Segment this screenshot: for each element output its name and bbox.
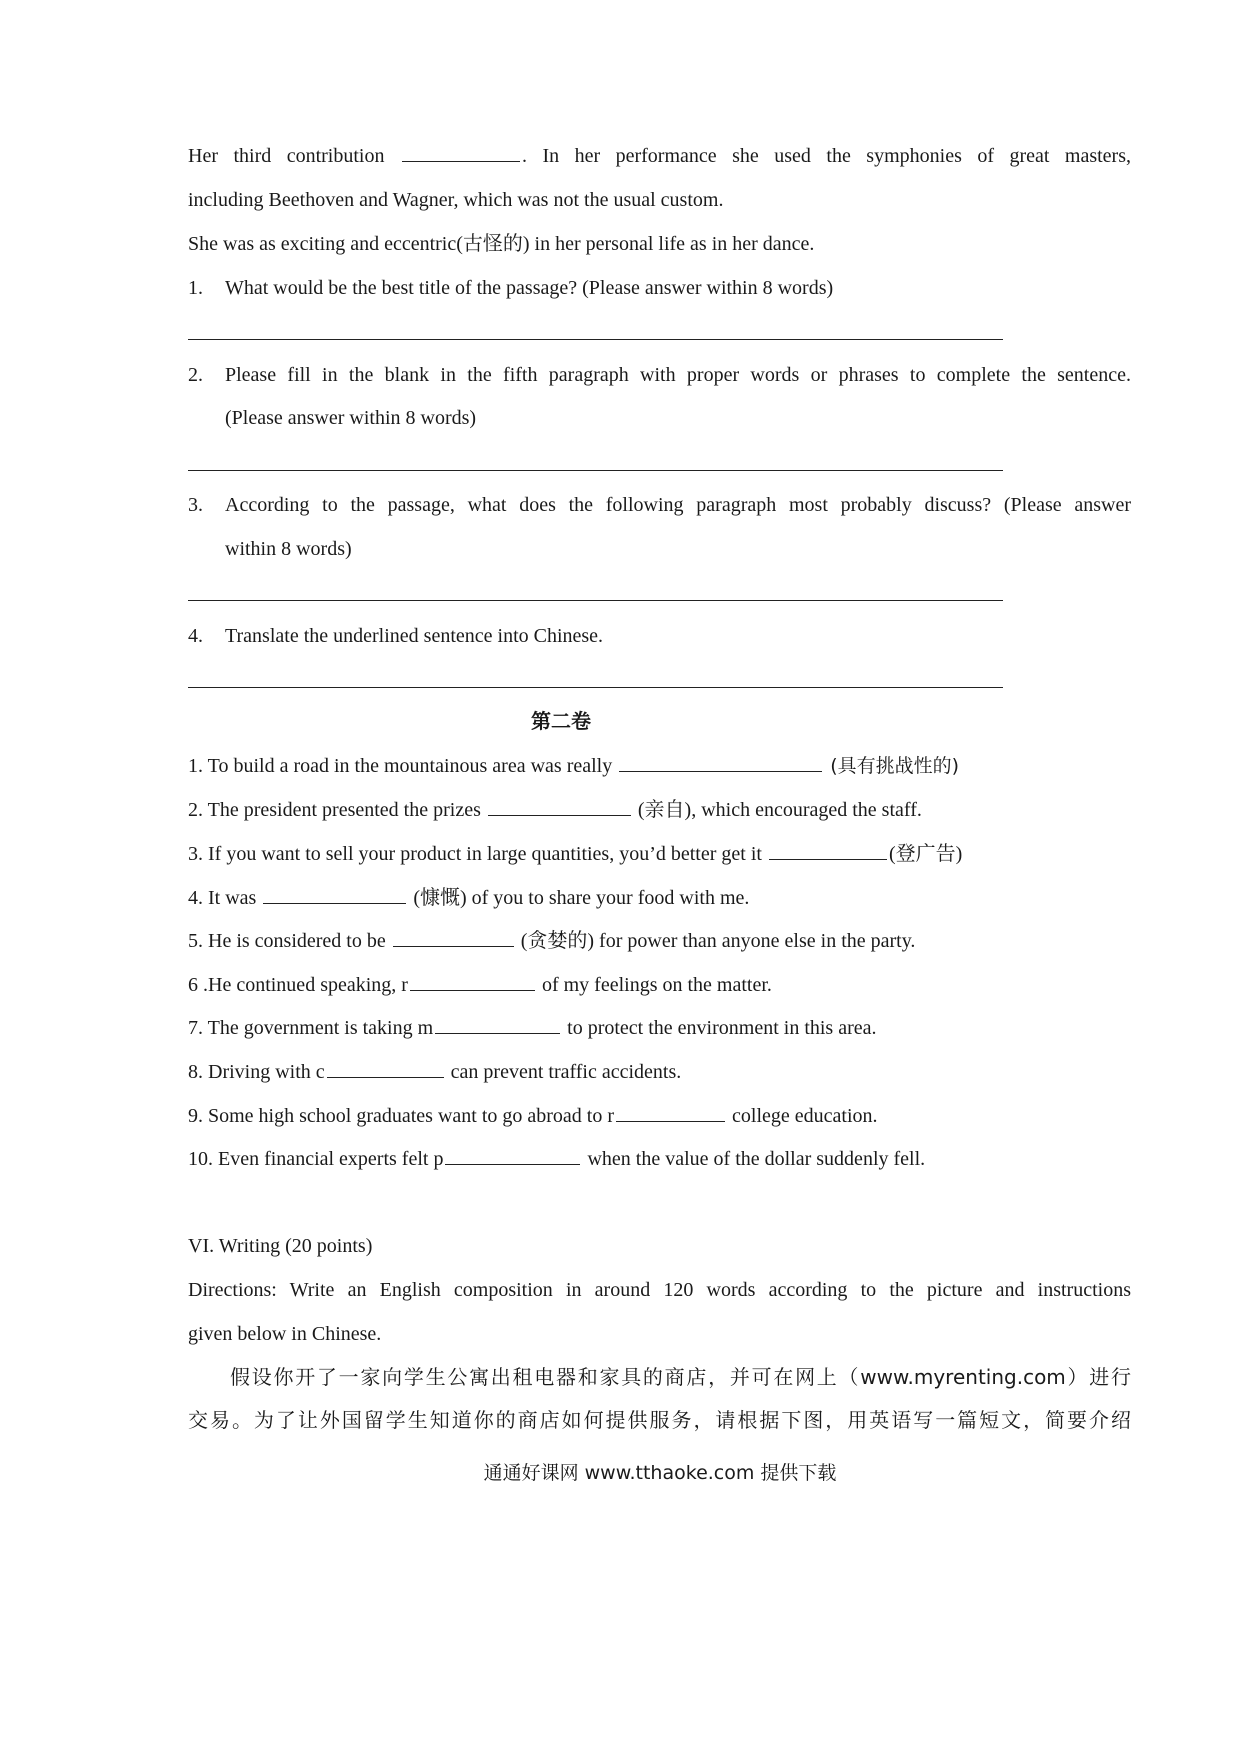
writing-directions-2: given below in Chinese. <box>188 1323 382 1345</box>
item-text: when the value of the dollar suddenly fell. <box>582 1148 926 1170</box>
item-text: to protect the environment in this area. <box>562 1017 877 1039</box>
question-number: 1. <box>188 277 203 299</box>
item-text: (登广告) <box>888 843 963 865</box>
page-footer: 通通好课网 www.tthaoke.com 提供下载 <box>483 1462 837 1484</box>
question-number: 4. <box>188 625 203 647</box>
item-text: college education. <box>727 1105 878 1127</box>
answer-blank[interactable] <box>769 841 887 860</box>
section-heading: 第二卷 <box>531 709 591 733</box>
fill-item-7 <box>188 1014 877 1042</box>
item-text: 3. If you want to sell your product in large quantities, you’d better get it <box>188 843 767 865</box>
answer-line-2[interactable] <box>188 470 1003 471</box>
item-text: 7. The government is taking m <box>188 1017 434 1039</box>
item-text: (具有挑战性的) <box>824 755 960 777</box>
item-text: 9. Some high school graduates want to go abroad to r <box>188 1105 615 1127</box>
question-text: According to the passage, what does the following paragraph most probably discuss? (Please answer <box>225 494 1131 516</box>
passage-text: . In her performance she used the symphonies of great masters, <box>521 145 1132 167</box>
item-text: of my feelings on the matter. <box>536 974 772 996</box>
passage-line-3: She was as exciting and eccentric(古怪的) in her personal life as in her dance. <box>188 233 815 255</box>
fill-item-10 <box>188 1145 925 1173</box>
item-text: (慷慨) of you to share your food with me. <box>408 887 750 909</box>
answer-line-1[interactable] <box>188 339 1003 340</box>
item-text: 10. Even financial experts felt p <box>188 1148 444 1170</box>
question-3-cont: within 8 words) <box>225 538 352 560</box>
item-text: 1. To build a road in the mountainous area was really <box>188 755 618 777</box>
item-text: 4. It was <box>188 887 262 909</box>
question-2-cont: (Please answer within 8 words) <box>225 407 477 429</box>
answer-blank[interactable] <box>410 972 535 991</box>
fill-item-3 <box>188 840 962 868</box>
item-text: 2. The president presented the prizes <box>188 799 486 821</box>
question-2 <box>188 361 1131 389</box>
item-text: (贪婪的) for power than anyone else in the party. <box>515 930 916 952</box>
item-text: 8. Driving with c <box>188 1061 325 1083</box>
writing-chinese-2: 交易。为了让外国留学生知道你的商店如何提供服务，请根据下图，用英语写一篇短文，简要介绍 <box>188 1408 1131 1432</box>
item-text: (亲自), which encouraged the staff. <box>632 799 922 821</box>
writing-title: VI. Writing (20 points) <box>188 1235 373 1257</box>
fill-item-5 <box>188 927 915 955</box>
answer-line-3[interactable] <box>188 600 1003 601</box>
answer-blank[interactable] <box>619 753 822 772</box>
answer-blank[interactable] <box>402 143 520 162</box>
fill-item-9 <box>188 1102 878 1130</box>
answer-blank[interactable] <box>616 1103 725 1122</box>
question-1 <box>188 274 833 302</box>
question-text: What would be the best title of the passage? (Please answer within 8 words) <box>225 277 834 299</box>
answer-blank[interactable] <box>488 797 631 816</box>
fill-item-2 <box>188 796 922 824</box>
answer-blank[interactable] <box>445 1146 580 1165</box>
fill-item-4 <box>188 884 749 912</box>
answer-blank[interactable] <box>263 885 406 904</box>
item-text: 6 .He continued speaking, r <box>188 974 408 996</box>
writing-directions-1: Directions: Write an English composition in around 120 words according to the picture and instructions <box>188 1279 1131 1301</box>
item-text: 5. He is considered to be <box>188 930 391 952</box>
question-4 <box>188 622 603 650</box>
passage-text: Her third contribution <box>188 145 385 167</box>
question-text: Please fill in the blank in the fifth paragraph with proper words or phrases to complete the sentence. <box>225 364 1131 386</box>
answer-blank[interactable] <box>327 1059 444 1078</box>
question-text: Translate the underlined sentence into Chinese. <box>225 625 604 647</box>
fill-item-1 <box>188 752 959 780</box>
fill-item-6 <box>188 971 772 999</box>
answer-blank[interactable] <box>393 928 514 947</box>
passage-line-2: including Beethoven and Wagner, which was not the usual custom. <box>188 189 724 211</box>
answer-blank[interactable] <box>435 1015 560 1034</box>
passage-line-1 <box>188 142 1131 170</box>
question-3 <box>188 491 1131 519</box>
fill-item-8 <box>188 1058 681 1086</box>
question-number: 3. <box>188 494 203 516</box>
question-number: 2. <box>188 364 203 386</box>
answer-line-4[interactable] <box>188 687 1003 688</box>
writing-chinese-1: 假设你开了一家向学生公寓出租电器和家具的商店，并可在网上（www.myrenting.com）进行 <box>230 1365 1131 1389</box>
item-text: can prevent traffic accidents. <box>445 1061 682 1083</box>
